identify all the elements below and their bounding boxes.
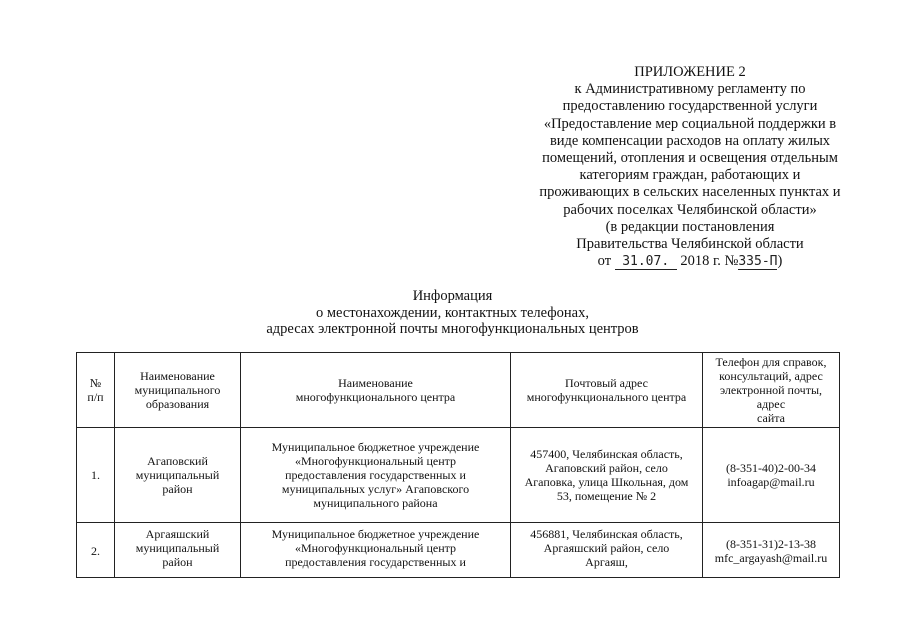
appendix-line: категориям граждан, работающих и xyxy=(579,167,801,184)
table-row xyxy=(77,428,840,523)
row-municipality: Аргаяшский муниципальный район xyxy=(115,523,241,578)
row-center: Муниципальное бюджетное учреждение «Многофункциональный центр предоставления государственных и xyxy=(241,523,511,578)
appendix-line: виде компенсации расходов на оплату жилых xyxy=(549,132,831,149)
table-row xyxy=(77,523,840,578)
appendix-line: «Предоставление мер социальной поддержки в xyxy=(543,115,837,132)
appendix-line: рабочих поселках Челябинской области» xyxy=(563,201,817,218)
date-year: 2018 г. № xyxy=(680,253,739,270)
header-municipality: Наименование муниципального образования xyxy=(115,353,241,428)
date-suffix: ) xyxy=(777,253,783,270)
header-number: № п/п xyxy=(77,353,115,428)
handwritten-date: 31.07. xyxy=(615,255,677,270)
appendix-line: к Административному регламенту по xyxy=(574,81,806,98)
appendix-line: проживающих в сельских населенных пунктах и xyxy=(539,184,841,201)
appendix-line: предоставлению государственной услуги xyxy=(562,98,818,115)
appendix-line: (в редакции постановления xyxy=(605,218,775,235)
info-title-heading: Информация xyxy=(412,288,493,304)
appendix-line: помещений, отопления и освещения отдельным xyxy=(542,150,838,167)
row-contact: (8-351-31)2-13-38 mfc_argayash@mail.ru xyxy=(703,523,840,578)
info-title xyxy=(200,288,705,338)
row-contact: (8-351-40)2-00-34 infoagap@mail.ru xyxy=(703,428,840,523)
row-center: Муниципальное бюджетное учреждение «Многофункциональный центр предоставления государственных и муниципальных услуг» Агаповского муниципального района xyxy=(241,428,511,523)
header-contact: Телефон для справок, консультаций, адрес электронной почты, адрес сайта xyxy=(703,353,840,428)
row-number: 2. xyxy=(77,523,115,578)
row-number: 1. xyxy=(77,428,115,523)
row-address: 457400, Челябинская область, Агаповский район, село Агаповка, улица Школьная, дом 53, помещение № 2 xyxy=(511,428,703,523)
appendix-title: ПРИЛОЖЕНИЕ 2 xyxy=(634,64,746,80)
header-address: Почтовый адрес многофункционального центра xyxy=(511,353,703,428)
appendix-header xyxy=(500,64,880,270)
mfc-table xyxy=(76,352,840,578)
header-center: Наименование многофункционального центра xyxy=(241,353,511,428)
appendix-date-line xyxy=(500,253,880,270)
appendix-line: Правительства Челябинской области xyxy=(576,236,804,253)
table-header-row xyxy=(77,353,840,428)
row-municipality: Агаповский муниципальный район xyxy=(115,428,241,523)
row-address: 456881, Челябинская область, Аргаяшский район, село Аргаяш, xyxy=(511,523,703,578)
handwritten-number: 335-П xyxy=(738,254,778,270)
info-title-line: о местонахождении, контактных телефонах, xyxy=(316,304,589,321)
info-title-line: адресах электронной почты многофункциональных центров xyxy=(266,321,639,337)
date-prefix: от xyxy=(597,253,612,270)
